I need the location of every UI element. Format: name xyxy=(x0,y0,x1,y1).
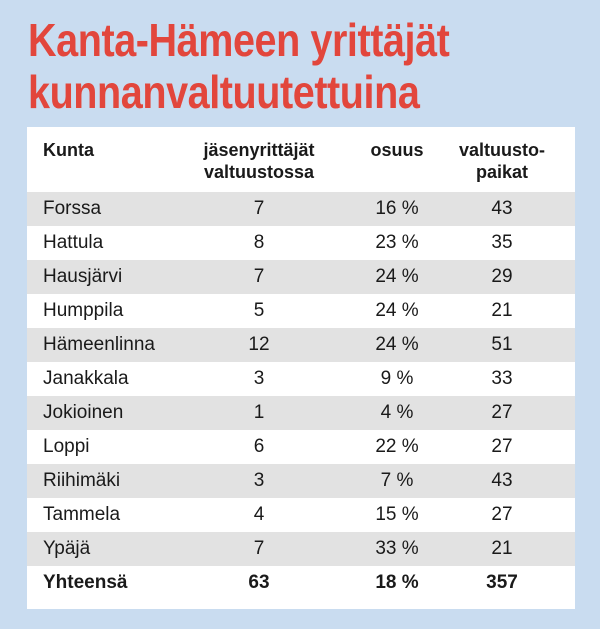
cell-paikat: 51 xyxy=(491,334,513,355)
table-body xyxy=(27,192,575,600)
cell-paikat: 33 xyxy=(491,368,513,389)
cell-paikat: 35 xyxy=(491,232,513,253)
header-valt-line-2: paikat xyxy=(475,162,529,182)
page-title xyxy=(28,14,449,118)
table-row xyxy=(27,226,575,260)
table-row xyxy=(27,464,575,498)
table-row xyxy=(27,362,575,396)
cell-osuus: 24 % xyxy=(375,300,419,321)
cell-paikat: 21 xyxy=(491,300,513,321)
cell-osuus: 9 % xyxy=(380,368,414,389)
cell-kunta: Ypäjä xyxy=(43,538,91,559)
cell-osuus: 4 % xyxy=(380,402,414,423)
cell-kunta: Humppila xyxy=(43,300,124,321)
cell-jasen: 8 xyxy=(253,232,265,253)
cell-jasen: 3 xyxy=(253,470,265,491)
cell-kunta: Riihimäki xyxy=(43,470,121,491)
header-kunta: Kunta xyxy=(43,140,94,160)
cell-kunta: Tammela xyxy=(43,504,121,525)
header-jasenyrittajat xyxy=(184,139,334,183)
cell-kunta: Hattula xyxy=(43,232,104,253)
cell-jasen: 7 xyxy=(253,266,265,287)
cell-osuus: 33 % xyxy=(375,538,419,559)
cell-osuus: 15 % xyxy=(375,504,419,525)
table-row xyxy=(27,260,575,294)
data-table xyxy=(27,127,575,609)
table-row xyxy=(27,192,575,226)
cell-osuus: 23 % xyxy=(375,232,419,253)
header-osuus: osuus xyxy=(370,140,424,160)
cell-paikat: 27 xyxy=(491,436,513,457)
table-row xyxy=(27,532,575,566)
title-line-1: Kanta-Hämeen yrittäjät xyxy=(28,14,450,66)
cell-kunta: Janakkala xyxy=(43,368,129,389)
cell-paikat: 27 xyxy=(491,504,513,525)
cell-paikat: 29 xyxy=(491,266,513,287)
table-total-row xyxy=(27,566,575,600)
cell-osuus: 24 % xyxy=(375,334,419,355)
cell-paikat: 43 xyxy=(491,470,513,491)
header-jasen-line-1: jäsenyrittäjät xyxy=(203,140,315,160)
table-row xyxy=(27,294,575,328)
cell-jasen: 12 xyxy=(248,334,270,355)
cell-kunta: Hausjärvi xyxy=(43,266,123,287)
cell-jasen: 7 xyxy=(253,538,265,559)
table-row xyxy=(27,396,575,430)
cell-jasen: 3 xyxy=(253,368,265,389)
cell-osuus: 24 % xyxy=(375,266,419,287)
cell-kunta: Loppi xyxy=(43,436,90,457)
cell-paikat: 27 xyxy=(491,402,513,423)
table-row xyxy=(27,498,575,532)
header-valt-line-1: valtuusto- xyxy=(458,140,545,160)
total-kunta: Yhteensä xyxy=(43,572,128,593)
cell-paikat: 21 xyxy=(491,538,513,559)
cell-jasen: 5 xyxy=(253,300,265,321)
cell-jasen: 7 xyxy=(253,198,265,219)
cell-kunta: Forssa xyxy=(43,198,102,219)
table-row xyxy=(27,430,575,464)
cell-osuus: 7 % xyxy=(380,470,414,491)
header-valtuustopaikat xyxy=(447,139,557,183)
total-paikat: 357 xyxy=(486,572,518,593)
cell-paikat: 43 xyxy=(491,198,513,219)
header-jasen-line-2: valtuustossa xyxy=(203,162,315,182)
total-jasen: 63 xyxy=(248,572,270,593)
cell-jasen: 4 xyxy=(253,504,265,525)
cell-jasen: 1 xyxy=(253,402,265,423)
title-line-2: kunnanvaltuutettuina xyxy=(28,66,420,118)
table-row xyxy=(27,328,575,362)
cell-osuus: 22 % xyxy=(375,436,419,457)
cell-kunta: Jokioinen xyxy=(43,402,124,423)
cell-osuus: 16 % xyxy=(375,198,419,219)
cell-jasen: 6 xyxy=(253,436,265,457)
cell-kunta: Hämeenlinna xyxy=(43,334,155,355)
total-osuus: 18 % xyxy=(375,572,419,593)
